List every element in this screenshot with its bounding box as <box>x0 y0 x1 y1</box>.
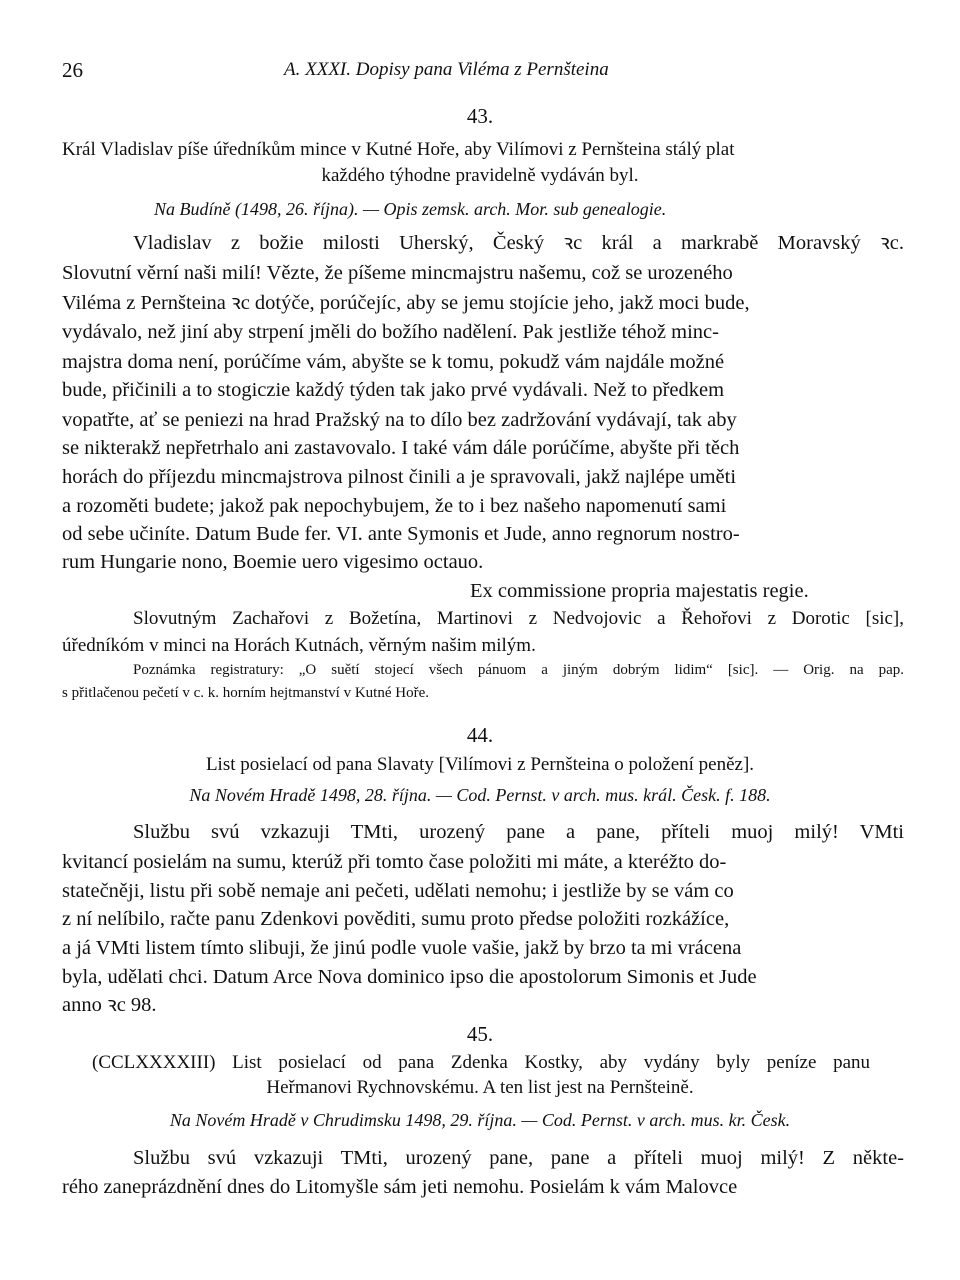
registry-note-line: Poznámka registratury: „O suětí stojecí všech pánuom a jiným dobrým lidim“ [sic]. — Orig. na pap. <box>133 662 904 678</box>
letter-source: Na Novém Hradě v Chrudimsku 1498, 29. října. — Cod. Pernst. v arch. mus. kr. Česk. <box>169 1110 791 1130</box>
letter-body-line: Vladislav z božie milosti Uherský, Český ꝛc král a markrabě Moravský ꝛc. <box>133 232 904 254</box>
letter-source: Na Novém Hradě 1498, 28. října. — Cod. Pernst. v arch. mus. král. Česk. f. 188. <box>189 785 771 805</box>
letter-body-line: Službu svú vzkazuji TMti, urozený pane a pane, příteli muoj milý! VMti <box>133 821 904 843</box>
letter-body-line: Slovutní věrní naši milí! Vězte, že píšeme mincmajstru našemu, což se urozeného <box>62 262 733 284</box>
letter-source: Na Budíně (1498, 26. října). — Opis zemsk. arch. Mor. sub genealogie. <box>154 199 667 219</box>
letter-body-line: a rozoměti budete; jakož pak nepochybujem, že to i bez našeho napomenutí sami <box>62 495 727 517</box>
page-number: 26 <box>62 58 83 82</box>
letter-body-line: majstra doma není, porúčíme vám, abyšte se k tomu, pokudž vám najdále možné <box>62 351 725 373</box>
letter-body-line: se nikterakž nepřetrhalo ani zastavovalo. I také vám dále porúčíme, abyšte při těch <box>62 437 740 459</box>
registry-note-line: s přitlačenou pečetí v c. k. horním hejtmanství v Kutné Hoře. <box>62 685 429 701</box>
letter-body-line: vydávalo, než jiní aby strpení jměli do božího nadělení. Pak jestliže téhož minc- <box>62 321 719 343</box>
letter-body-line: horách do příjezdu mincmajstrova pilnost činili a je spravovali, jakž najlépe uměti <box>62 466 737 488</box>
letter-body-line: od sebe učiníte. Datum Bude fer. VI. ante Symonis et Jude, anno regnorum nostro- <box>62 523 740 545</box>
letter-heading-line: List posielací od pana Slavaty [Vilímovi z Pernšteina o položení peněz]. <box>205 754 755 775</box>
letter-number: 43. <box>466 104 494 128</box>
letter-heading-line: každého týhodne pravidelně vydáván byl. <box>321 165 639 186</box>
letter-body-line: bude, přičinili a to stogiczie každý týden tak jako prvé vydávali. Než to předkem <box>62 379 725 401</box>
commission-line: Ex commissione propria majestatis regie. <box>470 580 809 602</box>
letter-body-line: rum Hungarie nono, Boemie uero vigesimo octauo. <box>62 551 484 573</box>
letter-body-line: z ní nelíbilo, račte panu Zdenkovi pověditi, sumu proto předse položiti rozkážíce, <box>62 908 730 930</box>
letter-body-line: Viléma z Pernšteina ꝛc dotýče, porúčejíc, aby se jemu stojície jeho, jakž moci bude, <box>62 292 750 314</box>
letter-body-line: rého zaneprázdnění dnes do Litomyšle sám jeti nemohu. Posielám k vám Malovce <box>62 1176 738 1198</box>
letter-body-line: kvitancí posielám na sumu, kterúž při tomto čase položiti mi máte, a kteréžto do- <box>62 851 727 873</box>
letter-body-line: Službu svú vzkazuji TMti, urozený pane, pane a příteli muoj milý! Z někte- <box>133 1147 904 1169</box>
letter-body-line: anno ꝛc 98. <box>62 994 157 1016</box>
letter-body-line: a já VMti listem tímto slibuji, že jinú podle vuole vašie, jakž by brzo ta mi vrácena <box>62 937 742 959</box>
letter-number: 44. <box>466 723 494 747</box>
letter-body-line: statečněji, listu při sobě nemaje ani pečeti, udělati nemohu; i jestliže by se vám co <box>62 880 734 902</box>
letter-heading-line: Král Vladislav píše úředníkům mince v Kutné Hoře, aby Vilímovi z Pernšteina stálý plat <box>62 139 735 160</box>
address-line: úředníkóm v minci na Horách Kutnách, věrným našim milým. <box>62 635 536 656</box>
address-line: Slovutným Zachařovi z Božetína, Martinovi z Nedvojovic a Řehořovi z Dorotic [sic], <box>133 608 904 629</box>
letter-number: 45. <box>466 1022 494 1046</box>
letter-body-line: vopatřte, ať se peniezi na hrad Pražský na to dílo bez zadržování vydávají, tak aby <box>62 409 737 431</box>
letter-body-line: byla, udělati chci. Datum Arce Nova dominico ipso die apostolorum Simonis et Jude <box>62 966 757 988</box>
letter-heading-line: (CCLXXXXIII) List posielací od pana Zdenka Kostky, aby vydány byly peníze panu <box>92 1052 870 1073</box>
running-head: A. XXXI. Dopisy pana Viléma z Pernšteina <box>284 59 609 80</box>
letter-heading-line: Heřmanovi Rychnovskému. A ten list jest na Pernšteině. <box>266 1077 694 1098</box>
